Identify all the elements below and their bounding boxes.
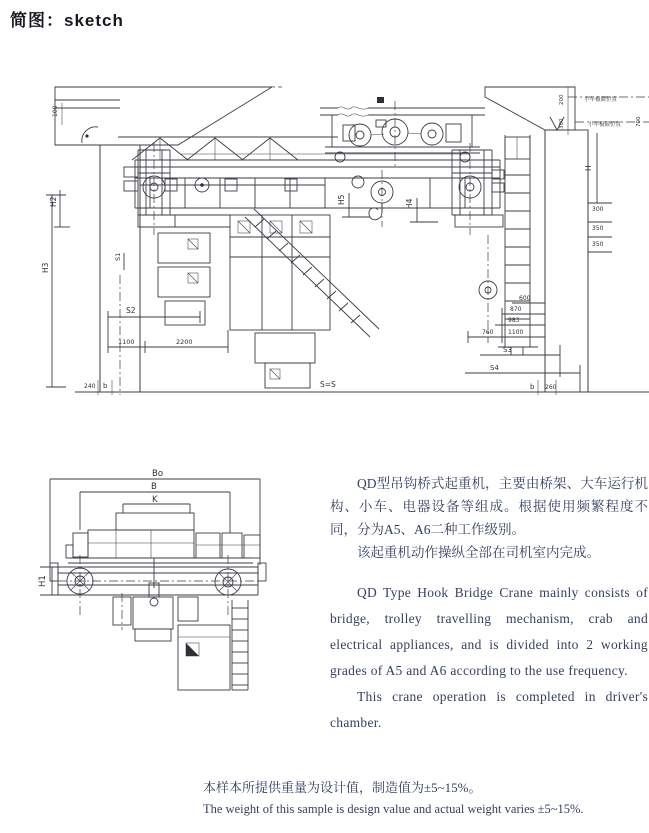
- right-wall-dimensions: [588, 133, 612, 252]
- dimension-label: H4: [405, 198, 414, 209]
- dimension-label: H1: [38, 575, 48, 587]
- side-driver-cab: [113, 593, 230, 690]
- wall-left-hatched: [100, 145, 140, 395]
- girder-trusses: [132, 138, 298, 160]
- description-en-paragraph-1: QD Type Hook Bridge Crane mainly consists of bridge, trolley travelling mechanism, crab and electrical appliances, and is divided into 2 working grades of A5 and A6 according to the use frequency.: [330, 585, 648, 678]
- side-ladder: [232, 600, 248, 690]
- ceiling-left-hatched: [55, 87, 282, 145]
- main-dimension-labels: [41, 94, 642, 391]
- dimension-label: H: [584, 165, 593, 171]
- description-en-paragraph-2: This crane operation is completed in driver's chamber.: [330, 689, 648, 730]
- weight-footnote-en: The weight of this sample is design value and actual weight varies ±5~15%.: [203, 802, 584, 816]
- dimension-label: B: [151, 482, 157, 492]
- dimension-label: b: [530, 383, 535, 391]
- dimension-label: 350: [592, 225, 604, 232]
- left-end-truck: [124, 143, 175, 235]
- dimension-label: 300: [592, 206, 604, 213]
- wall-right-hatched: [545, 130, 588, 392]
- dimension-label: S2: [126, 306, 136, 315]
- dimension-label: 200: [559, 94, 565, 105]
- description-zh-paragraph-1: QD型吊钩桥式起重机，主要由桥架、大车运行机构、小车、电器设备等组成。根据使用频繁程度不同，分为A5、A6二种工作级别。: [330, 476, 648, 537]
- driver-cab: [230, 215, 330, 388]
- dimension-label: 600: [519, 295, 531, 302]
- crane-side-view-drawing: [28, 455, 313, 710]
- right-dimension-stack: [465, 225, 580, 392]
- dimension-label: 100: [52, 105, 59, 117]
- description-zh-paragraph-2: 该起重机动作操纵全部在司机室内完成。: [357, 545, 600, 560]
- dimension-label: 350: [592, 241, 604, 248]
- dimension-label: 300: [559, 118, 565, 129]
- dimension-label: S4: [490, 364, 499, 372]
- ceiling-right-hatched: [485, 87, 649, 135]
- bridge-girder: [118, 137, 500, 208]
- description-block: [330, 472, 648, 736]
- side-trolley-machinery: [66, 513, 260, 563]
- dimension-label: 2200: [176, 338, 193, 346]
- dimension-label: S1: [114, 252, 122, 261]
- main-crane-front-view-drawing: [40, 75, 649, 435]
- side-dimension-labels: [38, 469, 163, 587]
- dimension-label: 小车极限位置: [584, 97, 618, 103]
- hook-height-dimensions: [342, 193, 438, 222]
- platform-equipment: [140, 215, 230, 325]
- dimension-label: 1100: [118, 338, 135, 346]
- dimension-label: H5: [337, 194, 346, 205]
- trolley-crab: [320, 97, 485, 167]
- dimension-label: 小车极限位置: [588, 122, 622, 128]
- dimension-label: Bo: [152, 469, 164, 479]
- dimension-label: 870: [510, 306, 522, 313]
- dimension-label: 700: [636, 116, 642, 127]
- dimension-label: b: [103, 382, 108, 390]
- dimension-label: H2: [49, 196, 58, 207]
- dimension-label: K: [152, 495, 158, 505]
- left-dimensions: [46, 190, 228, 387]
- dimension-label: 1100: [508, 329, 524, 336]
- weight-footnote: [203, 777, 584, 820]
- side-hoist-hook: [149, 558, 159, 606]
- travel-drive-shaft: [140, 178, 325, 192]
- dimension-label: 240: [84, 383, 96, 390]
- dimension-label: S=S: [320, 380, 336, 389]
- dimension-label: 760: [482, 329, 494, 336]
- side-end-carriage: [50, 555, 266, 615]
- dimension-label: 983: [508, 317, 520, 324]
- page-title: 简图：sketch: [10, 11, 124, 30]
- weight-footnote-zh: 本样本所提供重量为设计值，制造值为±5~15%。: [203, 780, 482, 795]
- floor-line: [75, 380, 649, 395]
- dimension-label: S3: [503, 346, 512, 354]
- hook-assembly: [352, 170, 393, 227]
- dimension-label: H3: [41, 262, 50, 273]
- dimension-label: 260: [545, 384, 557, 391]
